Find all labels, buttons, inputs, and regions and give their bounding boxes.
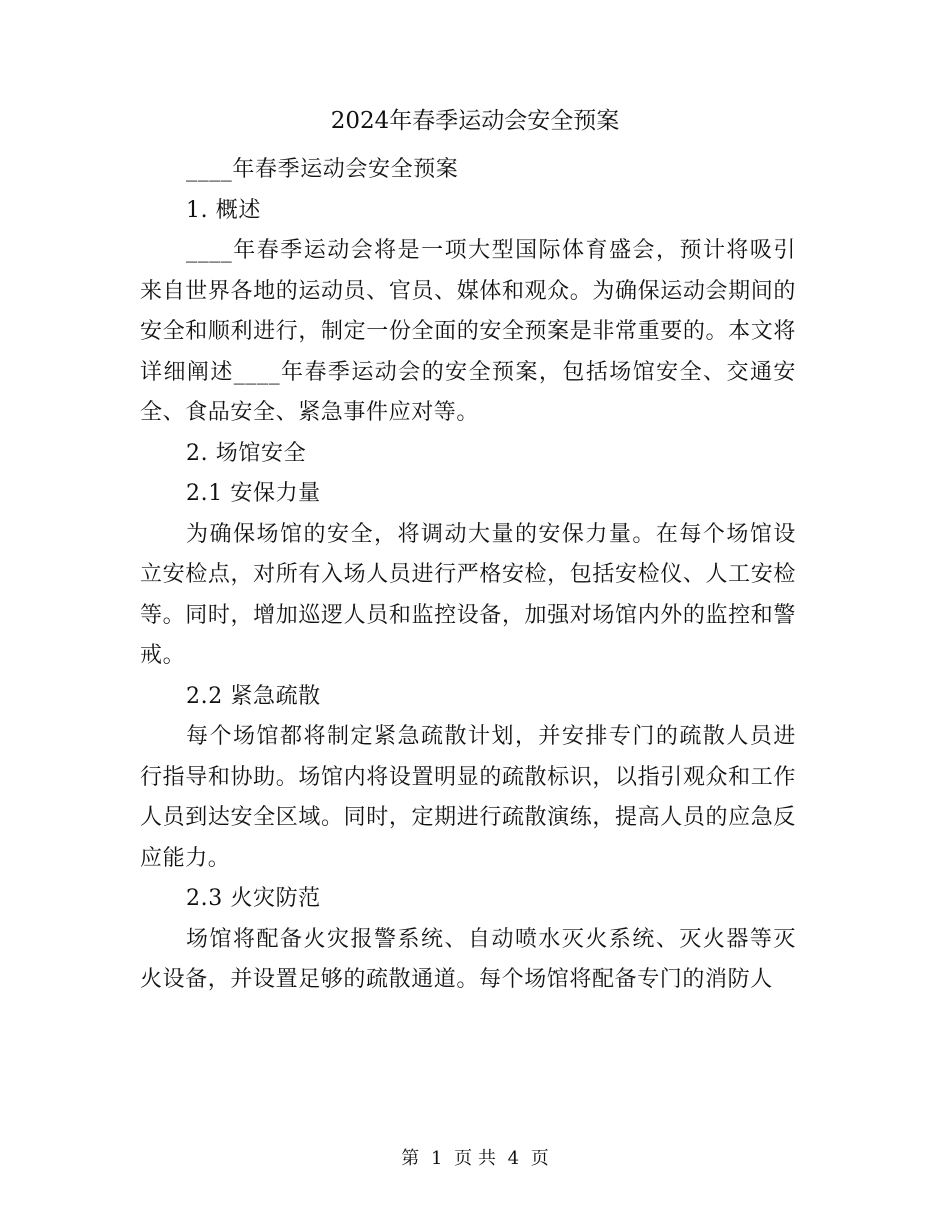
evacuation-paragraph: 每个场馆都将制定紧急疏散计划，并安排专门的疏散人员进行指导和协助。场馆内将设置明显的疏散标识，以指引观众和工作人员到达安全区域。同时，定期进行疏散演练，提高人员的应急反应能力。 <box>140 724 796 871</box>
section-heading-overview: 1. 概述 <box>186 197 261 223</box>
document-body <box>140 150 796 1001</box>
subsection-heading-fire-prevention: 2.3 火灾防范 <box>186 886 321 911</box>
footer-page-number: 1 <box>430 1148 443 1169</box>
footer-prefix: 第 <box>401 1148 420 1169</box>
security-paragraph: 为确保场馆的安全，将调动大量的安保力量。在每个场馆设立安检点，对所有入场人员进行严格安检，包括安检仪、人工安检等。同时，增加巡逻人员和监控设备，加强对场馆内外的监控和警戒。 <box>140 521 796 668</box>
footer-suffix: 页 <box>530 1148 549 1169</box>
document-title: 2024年春季运动会安全预案 <box>330 108 620 134</box>
footer-total-pages: 4 <box>507 1148 520 1169</box>
fire-prevention-paragraph: 场馆将配备火灾报警系统、自动喷水灭火系统、灭火器等灭火设备，并设置足够的疏散通道。每个场馆将配备专门的消防人 <box>140 926 796 992</box>
section-heading-venue-safety: 2. 场馆安全 <box>186 440 307 466</box>
subsection-heading-evacuation: 2.2 紧急疏散 <box>186 683 321 709</box>
subsection-heading-security: 2.1 安保力量 <box>186 481 321 506</box>
subtitle-paragraph: ____年春季运动会安全预案 <box>186 157 459 182</box>
overview-paragraph: ____年春季运动会将是一项大型国际体育盛会，预计将吸引来自世界各地的运动员、官员、媒体和观众。为确保运动会期间的安全和顺利进行，制定一份全面的安全预案是非常重要的。本文将详细阐述____年春季运动会的安全预案，包括场馆安全、交通安全、食品安全、紧急事件应对等。 <box>140 238 796 425</box>
page-footer <box>0 1146 950 1172</box>
footer-middle: 页 共 <box>454 1148 496 1169</box>
